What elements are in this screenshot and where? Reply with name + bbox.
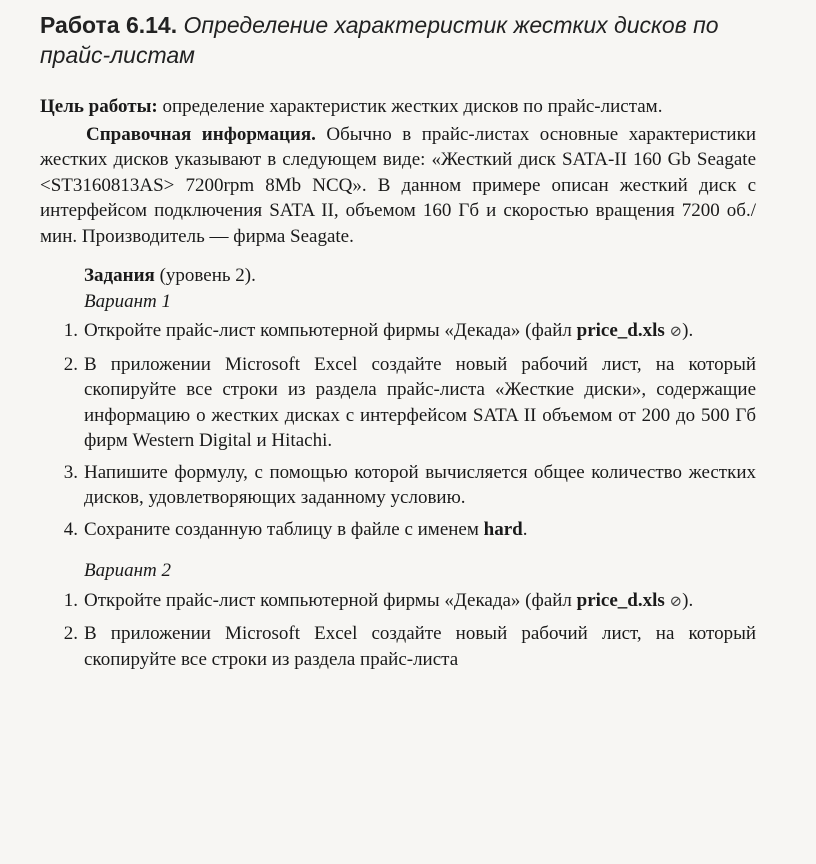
variant-1-heading: Вариант 1 (84, 290, 172, 312)
list-item (40, 517, 756, 543)
goal-label: Цель работы: (40, 96, 158, 117)
item-number: 3. (63, 461, 78, 483)
disk-icon: ⊘ (669, 324, 683, 340)
variant-2-heading: Вариант 2 (84, 560, 172, 581)
variant-2-task-list (40, 588, 756, 673)
item-text-before: Сохраните созданную таблицу в файле с именем (84, 518, 484, 540)
tasks-label: Задания (84, 265, 155, 286)
work-title: Определение характеристик жестких дисков по прайс-листам (40, 12, 719, 68)
reference-label: Справочная информация. (86, 123, 316, 145)
goal-paragraph (40, 94, 756, 120)
item-text-after: ). (682, 589, 694, 611)
work-heading (40, 10, 780, 70)
list-item (40, 621, 756, 672)
item-text: В приложении Microsoft Excel создайте новый рабочий лист, на который скопируйте все строки из раздела прайс-листа (84, 623, 756, 670)
list-item (40, 352, 756, 454)
item-number: 1. (63, 320, 78, 341)
item-text-after: . (522, 518, 528, 540)
goal-text: определение характеристик жестких дисков по прайс-листам. (162, 96, 663, 117)
reference-paragraph (40, 122, 756, 250)
item-number: 1. (63, 589, 78, 611)
list-item (40, 588, 756, 616)
file-name: price_d.xls (576, 589, 665, 611)
item-text: Напишите формулу, с помощью которой вычисляется общее количество жестких дисков, удовлетворяющих заданному условию. (84, 461, 756, 508)
list-item (40, 460, 756, 511)
reference-text: Обычно в прайс-листах основные характеристики жестких дисков указывают в следующем виде: «Жесткий диск SATA-II 160 Gb Seagate <ST3160813AS> 7200rpm 8Mb NCQ». В данном примере описан жесткий диск с интерфейсом подключения SATA II, объемом 160 Гб и скоростью вращения 7200 об./мин. Производитель — фирма Seagate. (40, 123, 756, 247)
variant-1-task-list (40, 318, 756, 542)
work-number: Работа 6.14. (40, 12, 178, 38)
file-name: hard (483, 518, 523, 540)
file-name: price_d.xls (576, 320, 665, 341)
item-text-after: ). (682, 320, 694, 341)
tasks-level: (уровень 2). (159, 265, 256, 286)
item-text-before: Откройте прайс-лист компьютерной фирмы «Декада» (файл (84, 589, 577, 611)
item-text (84, 517, 756, 543)
item-text: В приложении Microsoft Excel создайте новый рабочий лист, на который скопируйте все строки из раздела прайс-листа «Жесткие диски», содержащие информацию о жестких дисках с интерфейсом SATA II объемом от 200 до 500 Гб фирм Western Digital и Hitachi. (84, 353, 756, 451)
item-text-before: Откройте прайс-лист компьютерной фирмы «Декада» (файл (84, 320, 577, 341)
item-number: 2. (63, 353, 78, 375)
item-text (84, 318, 756, 346)
item-number: 2. (63, 623, 78, 644)
item-text (84, 588, 756, 616)
item-number: 4. (63, 518, 78, 540)
disk-icon: ⊘ (669, 593, 683, 610)
tasks-heading (84, 263, 756, 289)
document-body (40, 94, 756, 678)
list-item (40, 318, 756, 346)
